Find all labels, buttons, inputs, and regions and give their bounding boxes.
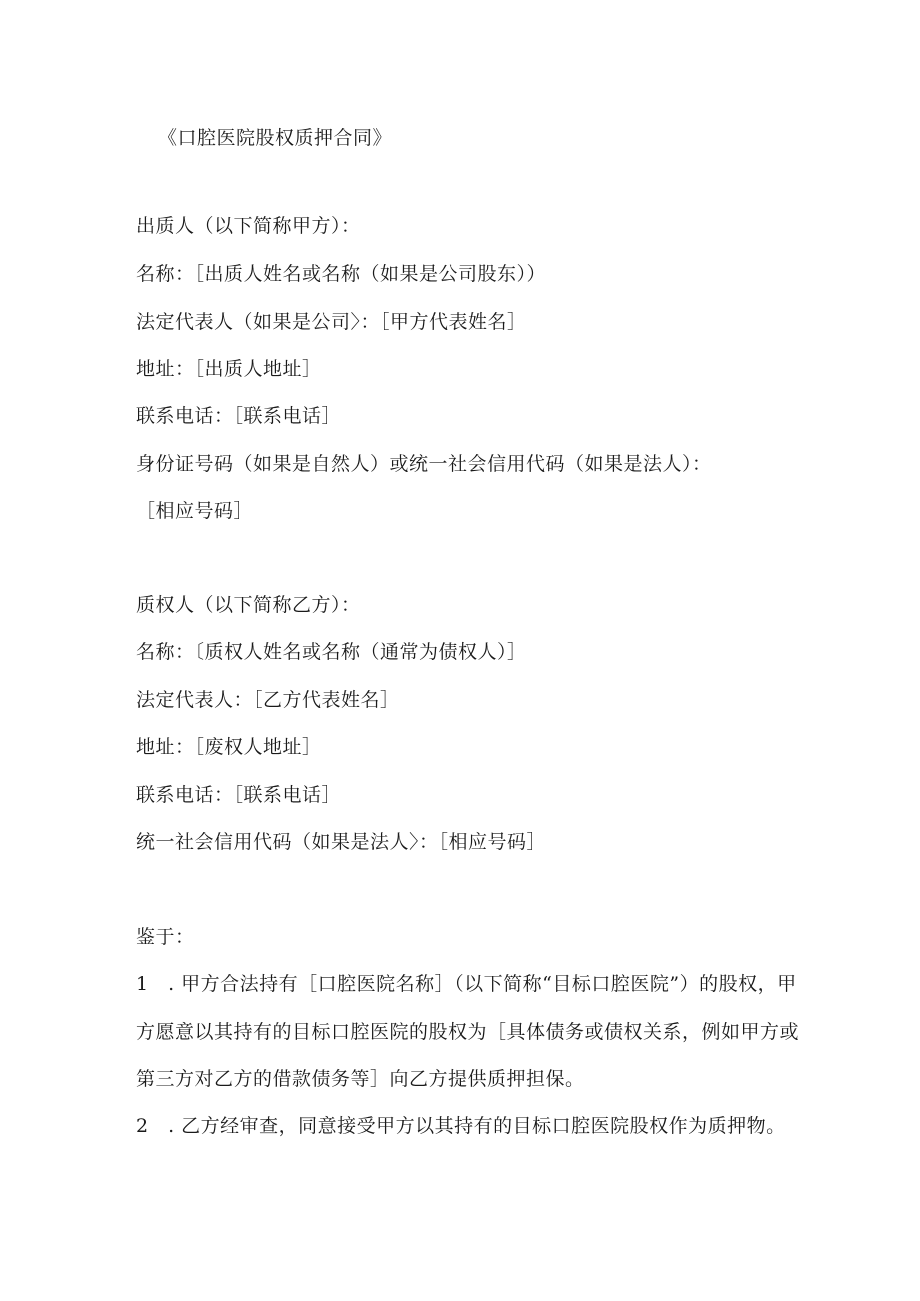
pledgee-address: 地址：［废权人地址］ xyxy=(136,736,322,758)
pledgee-legal-rep: 法定代表人：［乙方代表姓名］ xyxy=(136,689,400,711)
recitals-heading: 鉴于： xyxy=(136,926,195,948)
recital-1-line-2: 方愿意以其持有的目标口腔医院的股权为［具体债务或债权关系，例如甲方或 xyxy=(136,1021,800,1043)
pledgor-legal-rep: 法定代表人（如果是公司〉：［甲方代表姓名］ xyxy=(136,311,527,333)
pledgee-heading: 质权人（以下简称乙方）： xyxy=(136,594,361,616)
pledgor-name: 名称：［出质人姓名或名称（如果是公司股东）） xyxy=(136,263,547,285)
recital-2-line-1: 2 . 乙方经审查，同意接受甲方以其持有的目标口腔医院股权作为质押物。 xyxy=(136,1115,786,1137)
pledgee-name: 名称：〔质权人姓名或名称（通常为债权人）］ xyxy=(136,641,527,663)
recital-1-line-3: 第三方对乙方的借款债务等］向乙方提供质押担保。 xyxy=(136,1068,585,1090)
recital-1-line-1: 1 . 甲方合法持有［口腔医院名称］（以下简称“目标口腔医院”）的股权，甲 xyxy=(136,973,797,995)
pledgor-phone: 联系电话：［联系电话］ xyxy=(136,405,342,427)
pledgee-phone: 联系电话：［联系电话］ xyxy=(136,784,342,806)
pledgee-credit-code: 统一社会信用代码（如果是法人〉：［相应号码］ xyxy=(136,831,547,853)
pledgor-address: 地址：［出质人地址］ xyxy=(136,358,322,380)
document-title: 《口腔医院股权质押合同》 xyxy=(158,127,393,149)
pledgor-heading: 出质人（以下简称甲方）： xyxy=(136,215,361,237)
pledgor-id-value: ［相应号码］ xyxy=(136,500,254,522)
pledgor-id-label: 身份证号码（如果是自然人）或统一社会信用代码（如果是法人）： xyxy=(136,453,712,475)
